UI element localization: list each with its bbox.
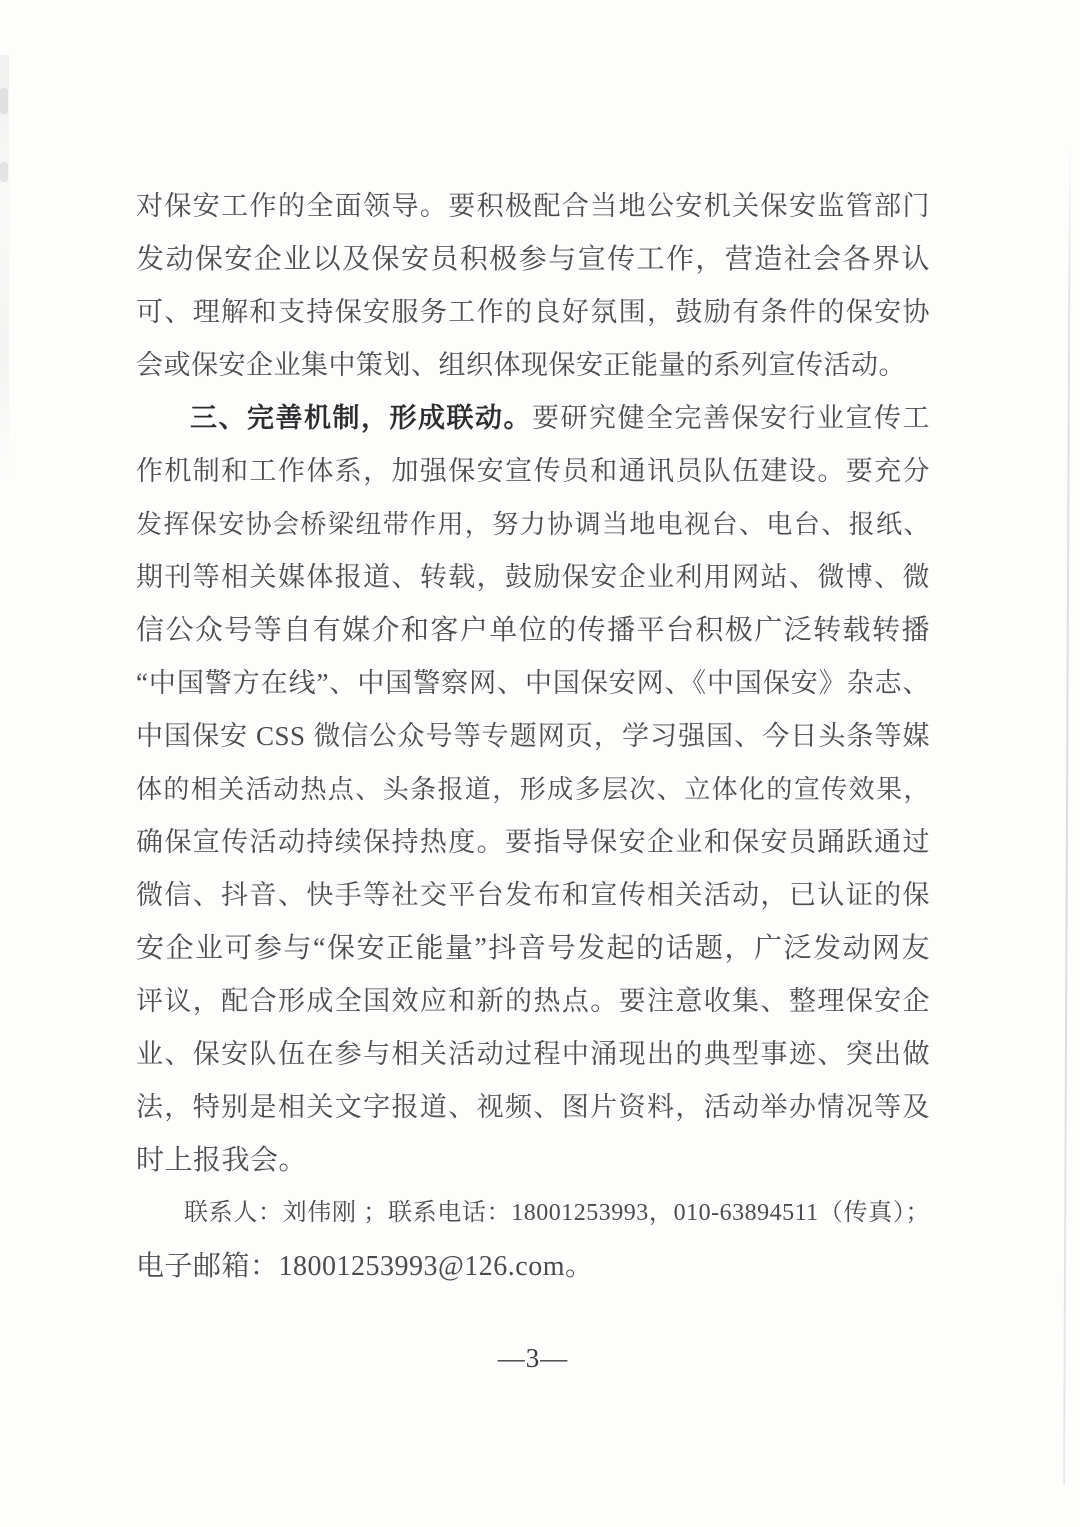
text-line: 确保宣传活动持续保持热度。要指导保安企业和保安员踊跃通过 [136,827,930,857]
text-line: 可、理解和支持保安服务工作的良好氛围，鼓励有条件的保安协 [136,297,930,327]
text-line: 业、保安队伍在参与相关活动过程中涌现出的典型事迹、突出做 [136,1039,930,1069]
scan-artifact-dot [0,88,8,114]
page-number [136,1332,930,1385]
text-line: 作机制和工作体系，加强保安宣传员和通讯员队伍建设。要充分 [136,456,930,486]
text-line: 中国保安 CSS 微信公众号等专题网页，学习强国、今日头条等媒 [136,721,930,751]
text-line: 对保安工作的全面领导。要积极配合当地公安机关保安监管部门 [136,191,930,221]
scan-artifact-left-smudge [0,55,9,485]
text-line: “中国警方在线”、中国警察网、中国保安网、《中国保安》杂志、 [136,668,930,698]
scan-artifact-right-line [1063,140,1071,1485]
text-line: 电子邮箱：18001253993@126.com。 [136,1251,594,1282]
text-line: 体的相关活动热点、头条报道，形成多层次、立体化的宣传效果， [136,775,930,804]
page-number-label: —3— [497,1343,569,1373]
text-line: 微信、抖音、快手等社交平台发布和宣传相关活动，已认证的保 [136,880,930,910]
text-line: 评议，配合形成全国效应和新的热点。要注意收集、整理保安企 [136,986,930,1016]
text-line: 三、完善机制，形成联动。要研究健全完善保安行业宣传工 [190,403,930,433]
document-body [136,180,930,1293]
section-heading: 三、完善机制，形成联动。 [190,403,532,433]
text-line: 发动保安企业以及保安员积极参与宣传工作，营造社会各界认 [136,244,930,275]
text-line: 信公众号等自有媒介和客户单位的传播平台积极广泛转载转播 [136,615,930,646]
text-line: 会或保安企业集中策划、组织体现保安正能量的系列宣传活动。 [136,350,906,380]
text-line: 发挥保安协会桥梁纽带作用，努力协调当地电视台、电台、报纸、 [136,510,930,539]
text-line: 法，特别是相关文字报道、视频、图片资料，活动举办情况等及 [136,1092,930,1122]
text-line: 时上报我会。 [136,1145,308,1176]
scan-artifact-dot [0,162,8,182]
text-line: 期刊等相关媒体报道、转载，鼓励保安企业利用网站、微博、微 [136,562,930,592]
text-line: 安企业可参与“保安正能量”抖音号发起的话题，广泛发动网友 [136,933,930,964]
text-line: 联系人：刘伟刚 ；联系电话：18001253993，010-63894511（传真）； [184,1200,930,1226]
